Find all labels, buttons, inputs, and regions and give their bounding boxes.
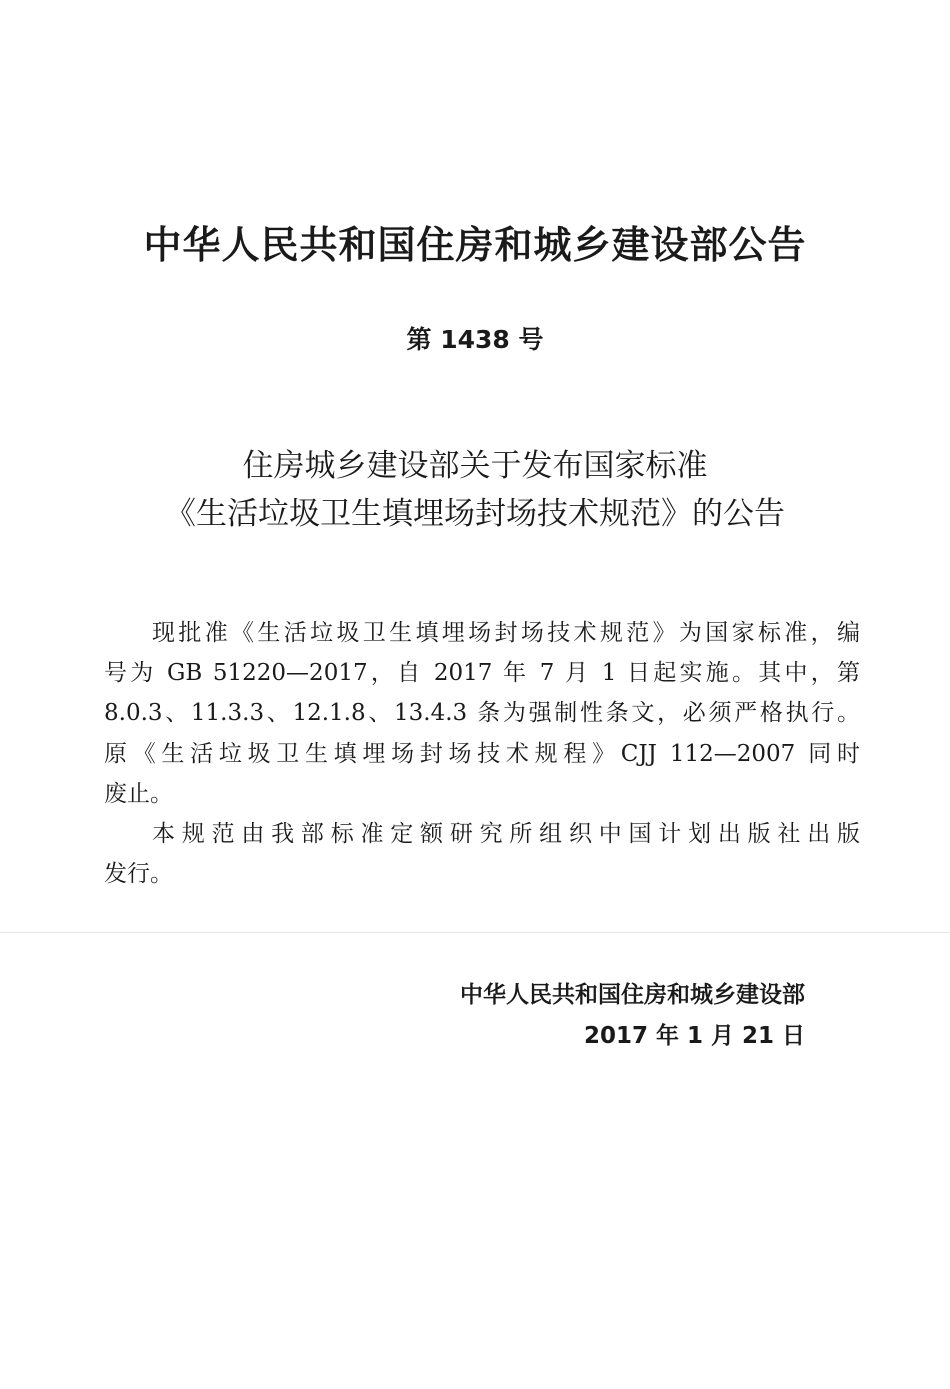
body-paragraph-2-line-2: 发行。 (104, 861, 173, 887)
signature-date: 2017 年 1 月 21 日 (583, 1023, 805, 1049)
announcement-subtitle-line-2: 《生活垃圾卫生填埋场封场技术规范》的公告 (165, 496, 785, 532)
scan-divider (0, 932, 950, 933)
body-paragraph-1-line-4: 原《生活垃圾卫生填埋场封场技术规程》CJJ 112—2007 同时 (104, 741, 860, 767)
signature-organization: 中华人民共和国住房和城乡建设部 (460, 982, 805, 1008)
announcement-header-title: 中华人民共和国住房和城乡建设部公告 (143, 223, 807, 267)
body-paragraph-1-line-5: 废止。 (104, 781, 173, 807)
announcement-subtitle-line-1: 住房城乡建设部关于发布国家标准 (242, 448, 708, 484)
issue-number: 第 1438 号 (406, 325, 544, 354)
body-paragraph-1-line-2: 号为 GB 51220—2017，自 2017 年 7 月 1 日起实施。其中，第 (104, 660, 860, 686)
body-paragraph-1-line-1: 现批准《生活垃圾卫生填埋场封场技术规范》为国家标准，编 (152, 620, 860, 646)
body-paragraph-2-line-1: 本规范由我部标准定额研究所组织中国计划出版社出版 (152, 821, 860, 847)
body-paragraph-1-line-3: 8.0.3、11.3.3、12.1.8、13.4.3 条为强制性条文，必须严格执行。 (104, 700, 860, 726)
